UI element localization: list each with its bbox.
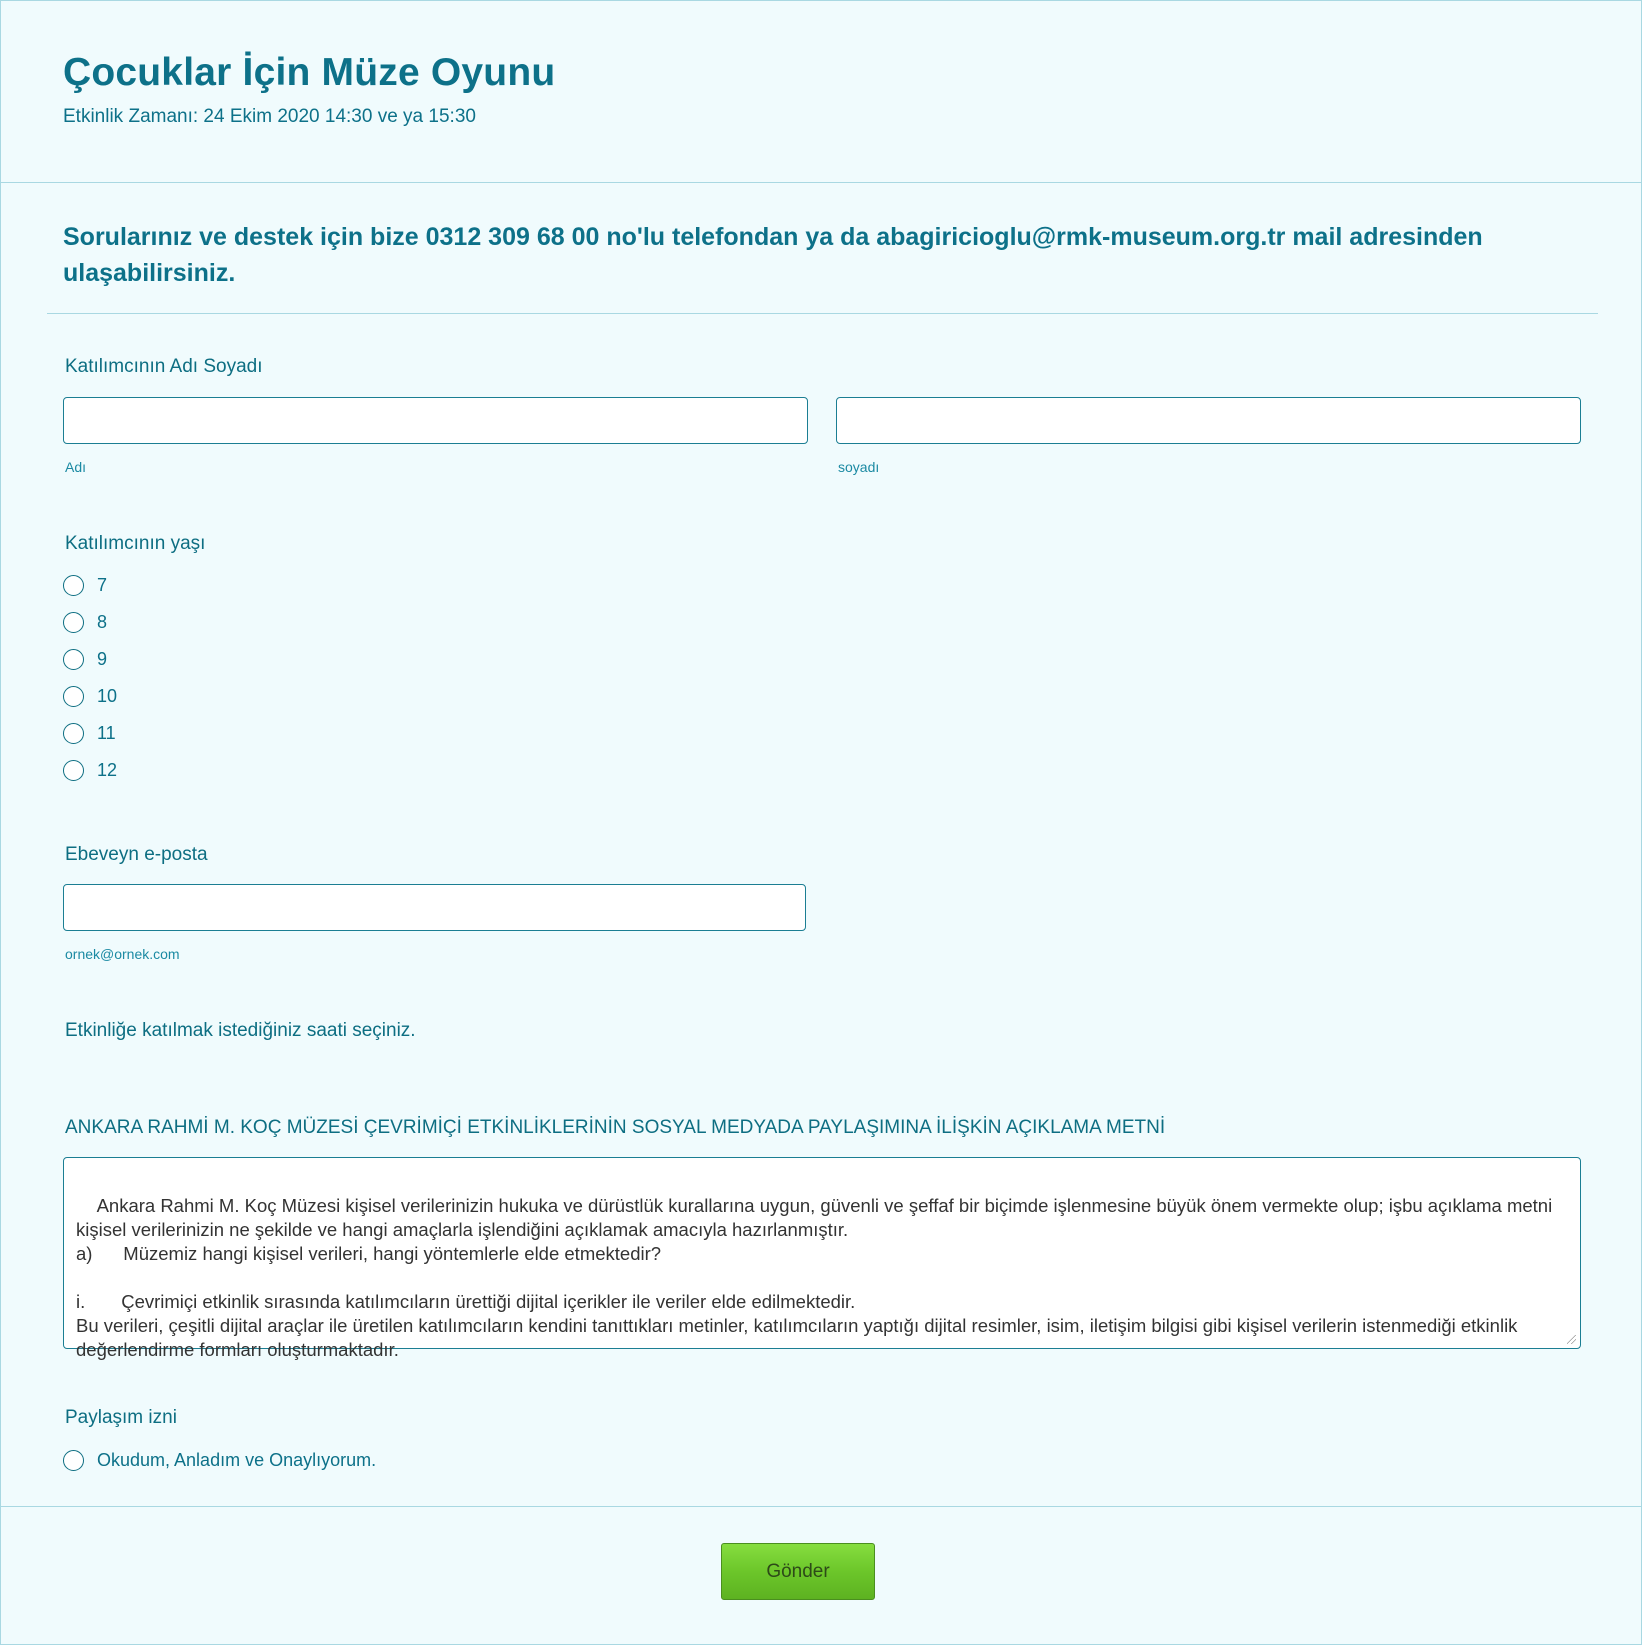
- radio-button[interactable]: [63, 575, 84, 596]
- time-field-label: Etkinliğe katılmak istediğiniz saati seçiniz.: [65, 1020, 416, 1041]
- last-name-sublabel: soyadı: [838, 459, 880, 475]
- form-subtitle: Etkinlik Zamanı: 24 Ekim 2020 14:30 ve ya 15:30: [63, 106, 476, 127]
- radio-button[interactable]: [63, 760, 84, 781]
- age-option-11[interactable]: [63, 721, 116, 745]
- age-option-label: 11: [97, 722, 116, 743]
- consent-field-label: Paylaşım izni: [65, 1407, 177, 1428]
- radio-button[interactable]: [63, 612, 84, 633]
- radio-button[interactable]: [63, 1450, 84, 1471]
- first-name-input[interactable]: [63, 397, 808, 444]
- disclosure-text: Ankara Rahmi M. Koç Müzesi kişisel verilerinizin hukuka ve dürüstlük kurallarına uygun, güvenli ve şeffaf bir biçimde işlenmesine büyük önem vermekte olup; işbu açıklama metni kişisel verilerinizin ne şekilde ve hangi amaçlarla işlendiğini açıklamak amacıyla hazırlanmıştır. a) Müzemiz hangi kişisel verileri, hangi yöntemlerle elde etmektedir? i. Çevrimiçi etkinlik sırasında katılımcıların ürettiği dijital içerikler ile veriler elde edilmektedir. Bu verileri, çeşitli dijital araçlar ile üretilen katılımcıların kendini tanıttıkları metinler, katılımcıların yaptığı dijital resimler, isim, iletişim bilgisi gibi kişisel verilerin istenmediği etkinlik değerlendirme formları oluşturmaktadır.: [76, 1195, 1553, 1360]
- age-option-10[interactable]: [63, 684, 117, 708]
- disclosure-title: ANKARA RAHMİ M. KOÇ MÜZESİ ÇEVRİMİÇİ ETKİNLİKLERİNİN SOSYAL MEDYADA PAYLAŞIMINA İLİŞKİN AÇIKLAMA METNİ: [65, 1117, 1166, 1138]
- age-option-label: 8: [97, 611, 108, 632]
- name-field-label: Katılımcının Adı Soyadı: [65, 356, 263, 377]
- radio-button[interactable]: [63, 686, 84, 707]
- contact-notice: Sorularınız ve destek için bize 0312 309 68 00 no'lu telefondan ya da abagiricioglu@rmk-museum.org.tr mail adresinden ulaşabilirsiniz.: [63, 223, 1483, 287]
- resize-handle-icon[interactable]: [1567, 1335, 1576, 1344]
- submit-button[interactable]: Gönder: [721, 1543, 875, 1600]
- radio-button[interactable]: [63, 649, 84, 670]
- form-title: Çocuklar İçin Müze Oyunu: [63, 51, 556, 94]
- parent-email-input[interactable]: [63, 884, 806, 931]
- age-option-9[interactable]: [63, 647, 107, 671]
- age-option-12[interactable]: [63, 758, 117, 782]
- divider: [47, 313, 1598, 314]
- email-field-label: Ebeveyn e-posta: [65, 844, 208, 865]
- age-option-label: 7: [97, 574, 108, 595]
- email-sublabel: ornek@ornek.com: [65, 946, 180, 962]
- age-option-label: 9: [97, 648, 108, 669]
- age-option-8[interactable]: [63, 610, 107, 634]
- last-name-input[interactable]: [836, 397, 1581, 444]
- form-header: [1, 1, 1641, 183]
- consent-option[interactable]: [63, 1448, 376, 1472]
- age-option-label: 10: [97, 685, 118, 706]
- radio-button[interactable]: [63, 723, 84, 744]
- age-option-7[interactable]: [63, 573, 107, 597]
- consent-option-label: Okudum, Anladım ve Onaylıyorum.: [97, 1449, 377, 1470]
- age-option-label: 12: [97, 759, 118, 780]
- age-field-label: Katılımcının yaşı: [65, 533, 206, 554]
- disclosure-textarea[interactable]: [63, 1157, 1581, 1360]
- first-name-sublabel: Adı: [65, 459, 87, 475]
